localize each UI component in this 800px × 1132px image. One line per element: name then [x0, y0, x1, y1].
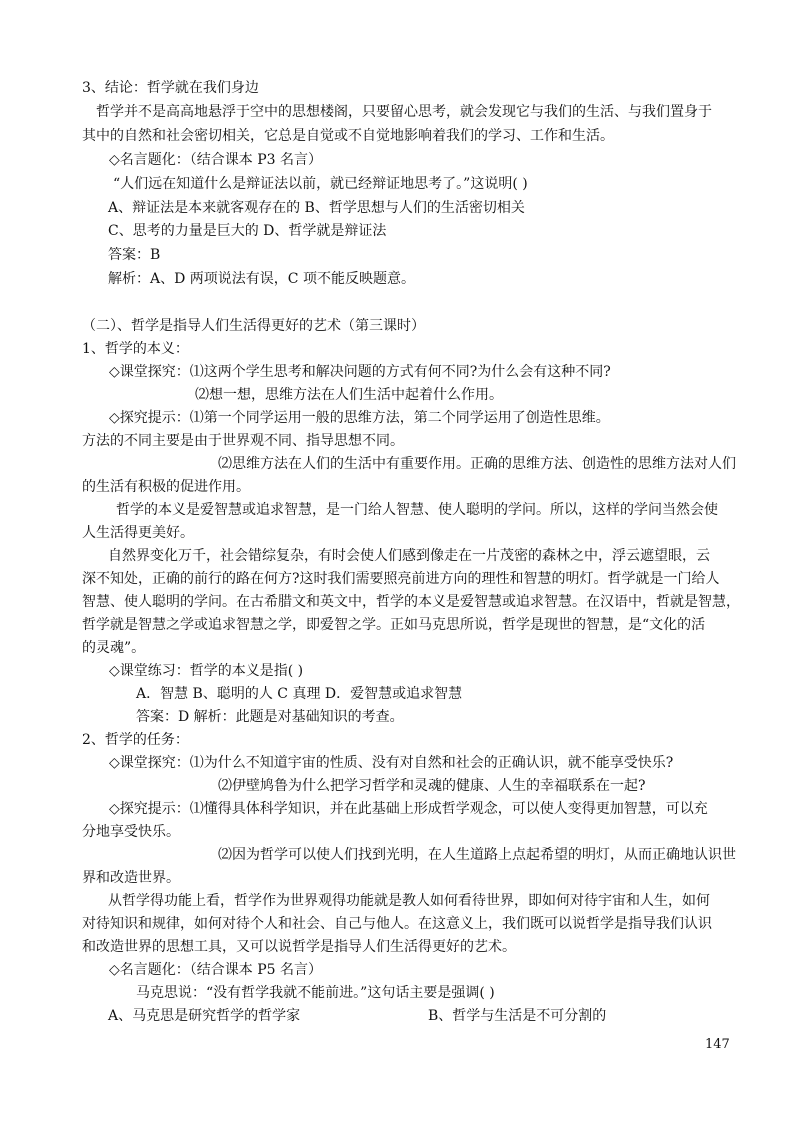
answer-options-line: A．智慧 B、聪明的人 C 真理 D．爱智慧或追求智慧 — [136, 686, 463, 702]
subsection-heading: 2、哲学的任务： — [82, 732, 189, 748]
paragraph-line: 的灵魂”。 — [82, 640, 146, 656]
paragraph-line: 哲学的本义是爱智慧或追求智慧，是一门给人智慧、使人聪明的学问。所以，这样的学问当然会使 — [116, 502, 718, 518]
answer-analysis-line: 答案：D 解析：此题是对基础知识的考查。 — [136, 709, 404, 725]
class-inquiry-line: ⑵伊壁鸠鲁为什么把学习哲学和灵魂的健康、人生的幸福联系在一起? — [218, 778, 646, 794]
paragraph-line: 和改造世界的思想工具，又可以说哲学是指导人们生活得更好的艺术。 — [82, 939, 516, 955]
paragraph-line: 分地享受快乐。 — [82, 824, 180, 840]
answer-options-line: A、辩证法是本来就客观存在的 B、哲学思想与人们的生活密切相关 — [108, 200, 525, 216]
paragraph-line: 对待知识和规律，如何对待个人和社会、自己与他人。在这意义上，我们既可以说哲学是指导我们认识 — [82, 916, 712, 932]
section-heading: （二）、哲学是指导人们生活得更好的艺术（第三课时） — [82, 318, 425, 334]
analysis-line: 解析：A、D 两项说法有误，C 项不能反映题意。 — [108, 271, 415, 287]
section-3-heading: 3、结论：哲学就在我们身边 — [82, 80, 259, 96]
class-inquiry-line: ◇课堂探究：⑴这两个学生思考和解决问题的方式有何不同?为什么会有这种不同? — [109, 364, 611, 380]
inquiry-hint-line: ⑵思维方法在人们的生活中有重要作用。正确的思维方法、创造性的思维方法对人们 — [218, 456, 736, 472]
inquiry-hint-line: ⑵因为哲学可以使人们找到光明，在人生道路上点起希望的明灯，从而正确地认识世 — [218, 847, 736, 863]
answer-line: 答案：B — [108, 247, 161, 263]
paragraph-line: 方法的不同主要是由于世界观不同、指导思想不同。 — [82, 433, 404, 449]
paragraph-line: 深不知处，正确的前行的路在何方?这时我们需要照亮前进方向的理性和智慧的明灯。哲学就是一门给人 — [82, 571, 720, 587]
paragraph-line: 哲学就是智慧之学或追求智慧之学，即爱智之学。正如马克思所说，哲学是现世的智慧，是“文化的活 — [82, 617, 706, 633]
paragraph-line: 界和改造世界。 — [82, 870, 180, 886]
class-inquiry-line: ◇课堂探究：⑴为什么不知道宇宙的性质、没有对自然和社会的正确认识，就不能享受快乐? — [109, 755, 674, 771]
question-text: “人们远在知道什么是辩证法以前，就已经辩证地思考了。”这说明( ) — [113, 176, 528, 192]
quote-exercise-heading: ◇名言题化：（结合课本 P3 名言） — [109, 152, 322, 168]
paragraph-line: 哲学并不是高高地悬浮于空中的思想楼阁，只要留心思考，就会发现它与我们的生活、与我们置身于 — [96, 104, 712, 120]
paragraph-line: 从哲学得功能上看，哲学作为世界观得功能就是教人如何看待世界，即如何对待宇宙和人生，如何 — [108, 893, 710, 909]
page-number: 147 — [705, 1037, 730, 1052]
inquiry-hint-line: ◇探究提示：⑴第一个同学运用一般的思维方法，第二个同学运用了创造性思维。 — [109, 410, 610, 426]
question-text: 马克思说：“没有哲学我就不能前进。”这句话主要是强调( ) — [136, 985, 495, 1001]
class-inquiry-line: ⑵想一想，思维方法在人们生活中起着什么作用。 — [195, 387, 503, 403]
inquiry-hint-line: ◇探究提示：⑴懂得具体科学知识，并在此基础上形成哲学观念，可以使人变得更加智慧，可以充 — [109, 801, 708, 817]
paragraph-line: 智慧、使人聪明的学问。在古希腊文和英文中，哲学的本义是爱智慧或追求智慧。在汉语中，哲就是智慧， — [82, 594, 740, 610]
subsection-heading: 1、哲学的本义： — [82, 341, 189, 357]
paragraph-line: 人生活得更美好。 — [82, 525, 194, 541]
paragraph-line: 自然界变化万千，社会错综复杂，有时会使人们感到像走在一片茂密的森林之中，浮云遮望眼，云 — [108, 548, 710, 564]
paragraph-line: 的生活有积极的促进作用。 — [82, 479, 250, 495]
answer-option-b: B、哲学与生活是不可分割的 — [428, 1008, 607, 1024]
answer-option-a: A、马克思是研究哲学的哲学家 — [108, 1008, 301, 1024]
class-exercise-line: ◇课堂练习：哲学的本义是指( ) — [109, 663, 304, 679]
paragraph-line: 其中的自然和社会密切相关，它总是自觉或不自觉地影响着我们的学习、工作和生活。 — [82, 128, 614, 144]
quote-exercise-heading: ◇名言题化：（结合课本 P5 名言） — [109, 962, 322, 978]
answer-options-line: C、思考的力量是巨大的 D、哲学就是辩证法 — [108, 223, 387, 239]
